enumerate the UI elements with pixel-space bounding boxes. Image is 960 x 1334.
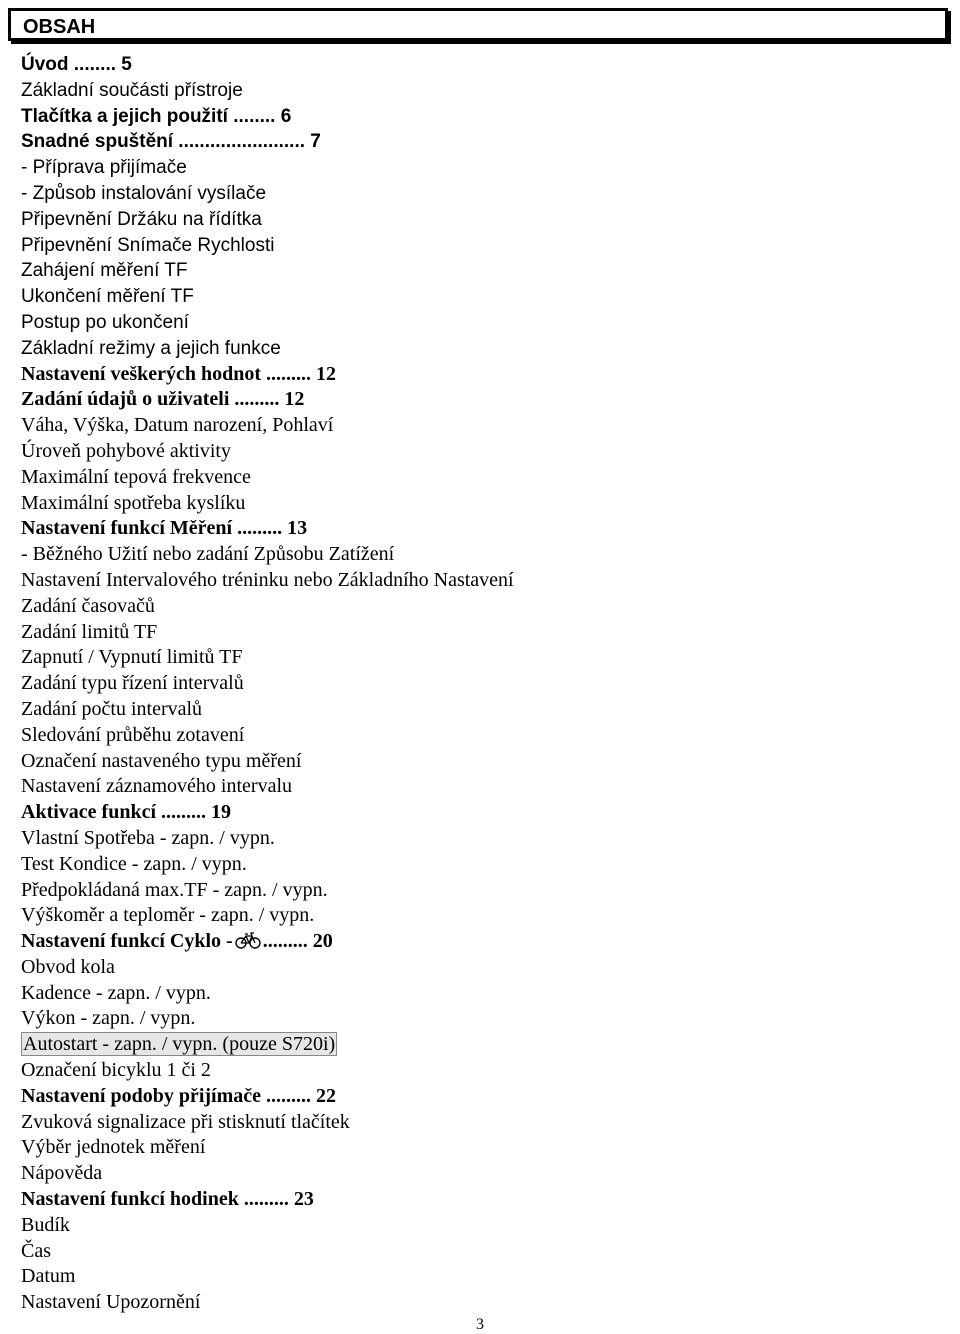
toc-section — [21, 1187, 514, 1213]
toc-entry — [21, 955, 514, 981]
toc-leader: ......... — [261, 362, 317, 385]
toc-entry-text: Zadání časovačů — [21, 594, 155, 617]
toc-page-number: 20 — [312, 930, 333, 953]
toc-entry-text: Zadání typu řízení intervalů — [21, 672, 244, 695]
toc-entry — [21, 258, 514, 284]
toc-leader: ........ — [227, 105, 281, 127]
toc-section — [21, 129, 514, 155]
toc-entry — [21, 491, 514, 517]
toc-entry-text: Nápověda — [21, 1162, 103, 1185]
toc-entry — [21, 671, 514, 697]
toc-entry-text: Čas — [21, 1239, 51, 1262]
toc-entry-text: Aktivace funkcí — [21, 801, 156, 824]
toc-entry — [21, 284, 514, 310]
toc-page-number: 19 — [211, 801, 231, 824]
page-title: OBSAH — [23, 16, 96, 38]
page-number: 3 — [476, 1316, 484, 1333]
toc-entry-text: Obvod kola — [21, 955, 115, 978]
toc-entry-text: Ukončení měření TF — [21, 286, 194, 308]
toc-section — [21, 362, 514, 388]
toc-leader: ......... — [232, 517, 288, 540]
toc-leader: ......... — [262, 930, 313, 953]
toc-entry — [21, 78, 514, 104]
toc-leader: ........ — [68, 54, 122, 75]
toc-page-number: 22 — [316, 1084, 336, 1107]
toc-entry — [21, 310, 514, 336]
toc-entry — [21, 568, 514, 594]
toc-entry — [21, 1110, 514, 1136]
toc-entry-text: Tlačítka a jejich použití — [21, 105, 228, 127]
toc-entry — [21, 1032, 514, 1058]
header-box — [8, 8, 948, 41]
toc-entry-text: Nastavení veškerých hodnot — [21, 362, 262, 385]
bicycle-icon — [235, 931, 261, 949]
toc-page-number: 5 — [121, 54, 132, 75]
toc-entry — [21, 852, 514, 878]
toc-entry — [21, 155, 514, 181]
toc-entry-text: Označení bicyklu 1 či 2 — [21, 1059, 211, 1082]
toc-entry-text: Maximální tepová frekvence — [21, 465, 251, 488]
toc-entry — [21, 620, 514, 646]
toc-entry-text: - Příprava přijímače — [21, 157, 187, 179]
toc-entry — [21, 1058, 514, 1084]
toc-entry — [21, 1264, 514, 1290]
toc-entry-text: Připevnění Držáku na řídítka — [21, 208, 262, 230]
toc-page-number: 12 — [284, 388, 305, 411]
toc-entry-text: Nastavení Intervalového tréninku nebo Základního Nastavení — [21, 568, 514, 591]
toc-entry — [21, 1213, 514, 1239]
toc-page-number: 7 — [310, 131, 321, 153]
toc-section — [21, 104, 514, 130]
toc-entry — [21, 645, 514, 671]
toc-entry-text: Označení nastaveného typu měření — [21, 749, 302, 772]
toc-entry-text: Výkon - zapn. / vypn. — [21, 1007, 196, 1030]
toc-leader: ......... — [156, 801, 211, 824]
toc-entry-text: Nastavení podoby přijímače — [21, 1084, 261, 1107]
toc-entry-text: Postup po ukončení — [21, 311, 189, 333]
toc-entry — [21, 439, 514, 465]
toc-entry-text: Kadence - zapn. / vypn. — [21, 981, 211, 1004]
toc-entry — [21, 336, 514, 362]
toc-entry — [21, 826, 514, 852]
toc-page-number: 6 — [280, 105, 292, 127]
toc-entry — [21, 1290, 514, 1316]
toc-entry-text: Základní součásti přístroje — [21, 79, 243, 101]
toc-entry-text: Nastavení záznamového intervalu — [21, 775, 292, 798]
toc-entry — [21, 903, 514, 929]
toc-entry — [21, 723, 514, 749]
toc-entry — [21, 1006, 514, 1032]
toc-entry-text: Nastavení funkcí Cyklo - — [21, 930, 233, 953]
toc-entry — [21, 233, 514, 259]
toc-entry-text: - Běžného Užití nebo zadání Způsobu Zatížení — [21, 543, 395, 566]
toc-entry-text: Nastavení Upozornění — [21, 1291, 201, 1314]
toc-entry-text: Vlastní Spotřeba - zapn. / vypn. — [21, 826, 275, 849]
toc-entry-text: Autostart - zapn. / vypn. (pouze S720i) — [23, 1033, 336, 1056]
toc-entry-text: Maximální spotřeba kyslíku — [21, 491, 246, 514]
toc-section — [21, 52, 514, 78]
toc-entry-text: Snadné spuštění — [21, 131, 174, 153]
table-of-contents — [21, 52, 514, 1316]
toc-entry — [21, 1161, 514, 1187]
toc-entry — [21, 878, 514, 904]
toc-leader: ......... — [229, 388, 285, 411]
toc-leader: ........................ — [173, 131, 311, 153]
toc-entry-text: Připevnění Snímače Rychlosti — [21, 234, 275, 256]
toc-entry — [21, 981, 514, 1007]
toc-entry-text: Sledování průběhu zotavení — [21, 723, 245, 746]
toc-entry-text: Základní režimy a jejich funkce — [21, 337, 281, 359]
toc-section — [21, 1084, 514, 1110]
toc-entry — [21, 413, 514, 439]
toc-entry — [21, 207, 514, 233]
toc-entry-text: Zahájení měření TF — [21, 260, 188, 282]
toc-entry-text: - Způsob instalování vysílače — [21, 182, 267, 204]
toc-entry — [21, 181, 514, 207]
toc-entry — [21, 542, 514, 568]
toc-entry — [21, 697, 514, 723]
toc-page-number: 23 — [293, 1188, 314, 1211]
toc-entry-text: Úroveň pohybové aktivity — [21, 439, 231, 462]
toc-entry-text: Výběr jednotek měření — [21, 1136, 206, 1159]
toc-entry-text: Zvuková signalizace při stisknutí tlačítek — [21, 1110, 350, 1133]
toc-entry-text: Nastavení funkcí Měření — [21, 517, 233, 540]
toc-entry-text: Váha, Výška, Datum narození, Pohlaví — [21, 414, 334, 437]
toc-entry-text: Předpokládaná max.TF - zapn. / vypn. — [21, 878, 328, 901]
toc-entry-text: Zadání počtu intervalů — [21, 697, 203, 720]
toc-section — [21, 516, 514, 542]
toc-page-number: 12 — [316, 362, 337, 385]
toc-entry-text: Budík — [21, 1213, 70, 1236]
toc-entry — [21, 465, 514, 491]
toc-entry — [21, 1135, 514, 1161]
toc-entry-text: Zadání limitů TF — [21, 620, 158, 643]
toc-section — [21, 929, 514, 955]
toc-entry-text: Nastavení funkcí hodinek — [21, 1188, 239, 1211]
toc-entry-text: Zadání údajů o uživateli — [21, 388, 230, 411]
toc-entry-text: Zapnutí / Vypnutí limitů TF — [21, 646, 243, 669]
toc-entry-text: Test Kondice - zapn. / vypn. — [21, 852, 247, 875]
toc-leader: ......... — [238, 1188, 294, 1211]
toc-entry — [21, 749, 514, 775]
toc-leader: ......... — [261, 1084, 316, 1107]
toc-entry-text: Výškoměr a teploměr - zapn. / vypn. — [21, 904, 315, 927]
toc-section — [21, 387, 514, 413]
toc-page-number: 13 — [287, 517, 308, 540]
toc-entry-text: Úvod — [21, 54, 69, 75]
toc-entry — [21, 594, 514, 620]
toc-entry — [21, 774, 514, 800]
toc-entry — [21, 1239, 514, 1265]
toc-entry-text: Datum — [21, 1265, 76, 1288]
toc-section — [21, 800, 514, 826]
